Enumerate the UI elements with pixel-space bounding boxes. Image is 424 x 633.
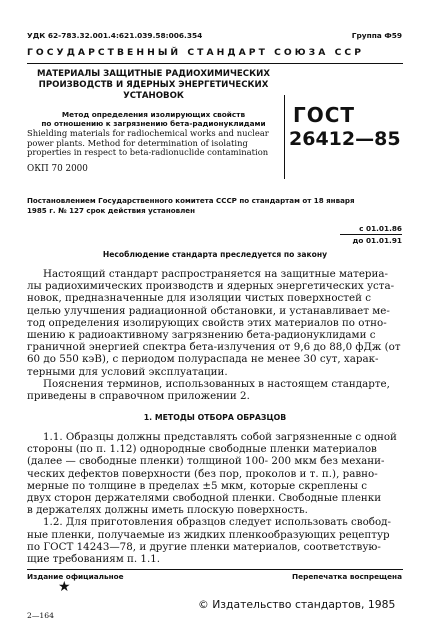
- english-line-3: properties in respect to beta-radionuclide contamination: [27, 147, 269, 157]
- clause-1-1: [27, 431, 403, 565]
- clause-1-1-line-5: мерные по толщине в пределах ±5 мкм, которые скреплены с: [27, 479, 367, 492]
- page-code: 2—164: [27, 611, 54, 620]
- clause-1-1-line-4: ческих дефектов поверхности (без пор, проколов и т. п.), равно-: [27, 467, 378, 480]
- intro-line-8: 60 до 550 кэВ), с периодом полураспада не менее 30 сут, харак-: [27, 353, 379, 366]
- subtitle: [27, 110, 280, 128]
- title-vertical-rule: [284, 95, 285, 179]
- section-heading: 1. МЕТОДЫ ОТБОРА ОБРАЗЦОВ: [143, 413, 287, 422]
- clause-1-1-line-6: двух сторон держателями свободной пленки. Свободные пленки: [27, 492, 382, 505]
- footer-rule: [27, 569, 403, 570]
- clause-1-1-line-2: стороны (по п. 1.12) однородные свободные пленки материалов: [27, 443, 377, 456]
- clause-1-2-line-4: щие требованиям п. 1.1.: [27, 553, 161, 566]
- intro-paragraph: [27, 268, 403, 402]
- decree-text: [27, 196, 403, 216]
- effective-from: с 01.01.86: [359, 224, 402, 233]
- terms-line-2: приведены в справочном приложении 2.: [27, 390, 250, 403]
- clause-1-1-line-3: (далее — свободные пленки) толщиной 100- 200 мкм без механи-: [27, 455, 385, 468]
- intro-line-9: терными для условий эксплуатации.: [27, 365, 228, 378]
- okp-code: ОКП 70 2000: [27, 164, 88, 174]
- clause-1-1-line-1: 1.1. Образцы должны представлять собой загрязненные с одной: [43, 431, 397, 443]
- subtitle-line-2: по отношению к загрязнению бета-радионуклидами: [41, 119, 266, 128]
- clause-1-1-line-7: в держателях должны иметь плоскую поверхность.: [27, 504, 308, 517]
- intro-line-5: тод определения изолирующих свойств этих материалов по отно-: [27, 316, 387, 329]
- clause-1-2-line-1: 1.2. Для приготовления образцов следует использовать свобод-: [43, 516, 391, 529]
- main-title-line-3: УСТАНОВОК: [123, 91, 184, 101]
- clause-1-2-line-2: ные пленки, получаемые из жидких пленкообразующих рецептур: [27, 528, 390, 541]
- english-title: [27, 129, 280, 158]
- header-rule: [27, 63, 403, 64]
- intro-line-6: шению к радиоактивному загрязнению бета-радионуклидами с: [27, 329, 376, 342]
- gost-label: ГОСТ: [293, 103, 356, 127]
- publisher-copyright: © Издательство стандартов, 1985: [198, 598, 396, 611]
- clause-1-2-line-3: по ГОСТ 14243—78, и другие пленки материалов, соответствую-: [27, 540, 381, 553]
- official-edition: Издание официальное: [27, 572, 124, 581]
- effective-to: до 01.01.91: [352, 236, 402, 245]
- decree-line-1: Постановлением Государственного комитета СССР по стандартам от 18 января: [27, 196, 355, 205]
- gost-number: 26412—85: [289, 128, 401, 150]
- intro-line-2: лы радиохимических производств и ядерных энергетических уста-: [27, 280, 395, 293]
- reprint-prohibited: Перепечатка воспрещена: [292, 572, 402, 581]
- main-title-line-2: ПРОИЗВОДСТВ И ЯДЕРНЫХ ЭНЕРГЕТИЧЕСКИХ: [38, 80, 269, 90]
- intro-line-7: граничной энергией спектра бета-излучения от 9,6 до 88,0 фДж (от: [27, 341, 401, 354]
- decree-line-2: 1985 г. № 127 срок действия установлен: [27, 206, 196, 215]
- standard-title: ГОСУДАРСТВЕННЫЙ СТАНДАРТ СОЮЗА ССР: [27, 47, 364, 58]
- subtitle-line-1: Метод определения изолирующих свойств: [61, 110, 246, 119]
- terms-line-1: Пояснения терминов, использованных в настоящем стандарте,: [43, 377, 390, 390]
- group-code: Группа Ф59: [351, 31, 402, 40]
- intro-line-4: целью улучшения радиационной обстановки, и устанавливает ме-: [27, 304, 390, 317]
- effective-rule: [340, 234, 402, 235]
- main-title: [27, 69, 280, 102]
- main-title-line-1: МАТЕРИАЛЫ ЗАЩИТНЫЕ РАДИОХИМИЧЕСКИХ: [37, 69, 270, 79]
- star-icon: ★: [58, 579, 71, 595]
- english-line-2: power plants. Method for determination of isolating: [27, 137, 248, 148]
- english-line-1: Shielding materials for radiochemical works and nuclear: [27, 128, 269, 138]
- udk-code: УДК 62-783.32.001.4:621.039.58:006.354: [27, 31, 203, 40]
- legal-notice: Несоблюдение стандарта преследуется по закону: [102, 250, 328, 259]
- intro-line-1: Настоящий стандарт распространяется на защитные материа-: [43, 268, 388, 280]
- intro-line-3: новок, предназначенные для изоляции чистых поверхностей с: [27, 292, 372, 305]
